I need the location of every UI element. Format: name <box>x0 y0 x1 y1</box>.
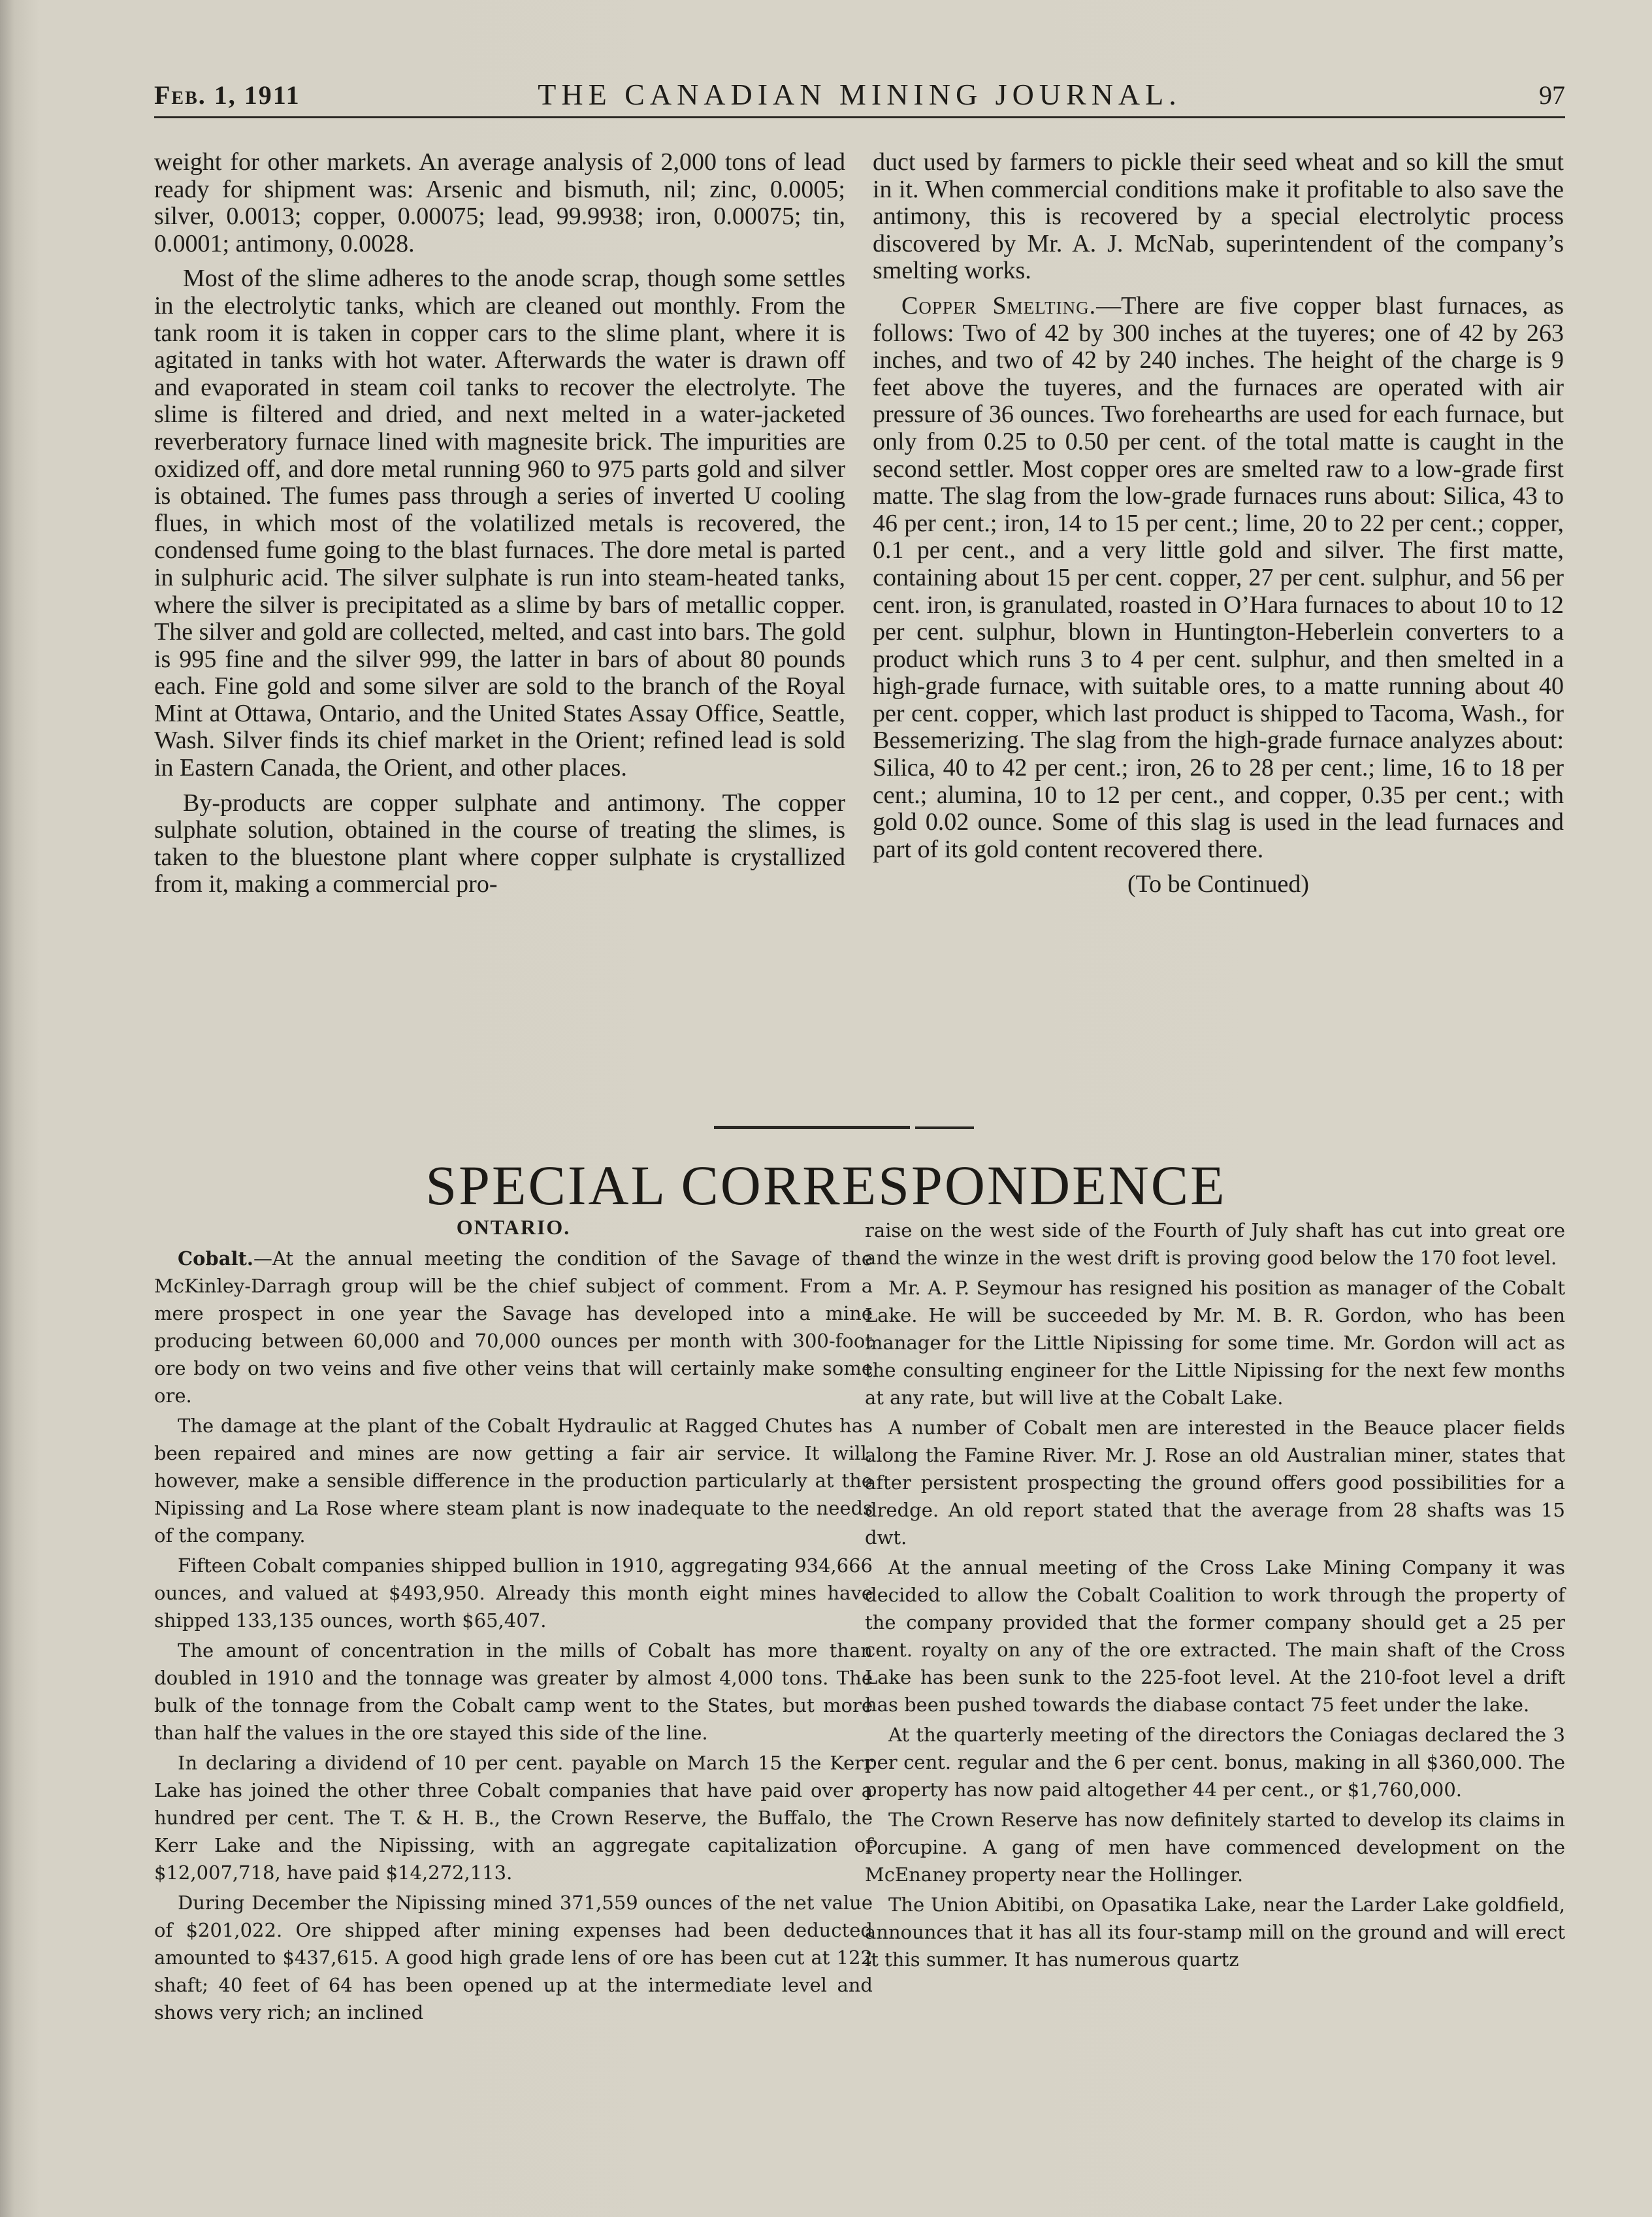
paragraph: The Crown Reserve has now definitely started to develop its claims in Porcupine. A gang of men have commenced development on the McEnaney property near the Hollinger. <box>865 1809 1565 1886</box>
top-right-column <box>873 149 1564 898</box>
paragraph: Mr. A. P. Seymour has resigned his position as manager of the Cobalt Lake. He will be succeeded by Mr. M. B. R. Gordon, who has been manager for the Little Nipissing for some time. Mr. Gordon will act as the consulting engineer for the Little Nipissing for the next few months at any rate, but will live at the Cobalt Lake. <box>865 1277 1565 1409</box>
paragraph <box>873 293 1564 863</box>
bottom-right-column <box>865 1217 1565 1976</box>
paragraph: raise on the west side of the Fourth of July shaft has cut into great ore and the winze in the west drift is proving good below the 170 foot level. <box>865 1219 1565 1269</box>
section-heading: SPECIAL CORRESPONDENCE <box>425 1154 1227 1217</box>
issue-date: Feb. 1, 1911 <box>154 80 300 110</box>
paragraph: The damage at the plant of the Cobalt Hydraulic at Ragged Chutes has been repaired and mines are now getting a fair air service. It will, however, make a sensible difference in the production particularly at the Nipissing and La Rose where steam plant is now inadequate to the needs of the company. <box>154 1415 873 1547</box>
paragraph-body: —At the annual meeting the condition of the Savage of the McKinley-Darragh group will be the chief subject of comment. From a mere prospect in one year the Savage has developed into a mine producing between 60,000 and 70,000 ounces per month with 300-foot ore body on two veins and five other veins that will certainly make some ore. <box>154 1247 873 1407</box>
top-left-column <box>154 149 845 906</box>
paragraph: weight for other markets. An average analysis of 2,000 tons of lead ready for shipment was: Arsenic and bismuth, nil; zinc, 0.0005; silver, 0.0013; copper, 0.00075; lead, 99.9938; iron, 0.00075; tin, 0.0001; antimony, 0.0028. <box>154 148 845 257</box>
paragraph: In declaring a dividend of 10 per cent. payable on March 15 the Kerr Lake has joined the other three Cobalt companies that have paid over a hundred per cent. The T. & H. B., the Crown Reserve, the Buffalo, the Kerr Lake and the Nipissing, with an aggregate capitalization of $12,007,718, have paid $14,272,113. <box>154 1752 873 1884</box>
bottom-left-column <box>154 1245 873 2029</box>
paragraph: During December the Nipissing mined 371,559 ounces of the net value of $201,022. Ore shipped after mining expenses had been deducted amounted to $437,615. A good high grade lens of ore has been cut at 122 shaft; 40 feet of 64 has been opened up at the intermediate level and shows very rich; an inclined <box>154 1892 873 2024</box>
journal-title: THE CANADIAN MINING JOURNAL. <box>538 78 1182 111</box>
section-divider <box>714 1126 910 1129</box>
paragraph: Most of the slime adheres to the anode scrap, though some settles in the electrolytic tanks, which are cleaned out monthly. From the tank room it is taken in copper cars to the slime plant, where it is agitated in tanks with hot water. Afterwards the water is drawn off and evaporated in steam coil tanks to recover the electrolyte. The slime is filtered and dried, and next melted in a water-jacketed reverberatory furnace lined with magnesite brick. The impurities are oxidized off, and dore metal running 960 to 975 parts gold and silver is obtained. The fumes pass through a series of inverted U cooling flues, in which most of the volatilized metals is recovered, the condensed fume going to the blast furnaces. The dore metal is parted in sulphuric acid. The silver sulphate is run into steam-heated tanks, where the silver is precipitated as a slime by bars of metallic copper. The silver and gold are collected, melted, and cast into bars. The gold is 995 fine and the silver 999, the latter in bars of about 80 pounds each. Fine gold and some silver are sold to the branch of the Royal Mint at Ottawa, Ontario, and the United States Assay Office, Seattle, Wash. Silver finds its chief market in the Orient; refined lead is sold in Eastern Canada, the Orient, and other places. <box>154 265 845 782</box>
place-lead: Cobalt. <box>178 1247 253 1270</box>
section-lead: Copper Smelting. <box>901 291 1097 320</box>
continued-note: (To be Continued) <box>1127 870 1310 898</box>
paragraph-body: —There are five copper blast furnaces, as follows: Two of 42 by 300 inches at the tuyeres; one of 42 by 263 inches, and two of 42 by 240 inches. The height of the charge is 9 feet above the tuyeres, and the furnaces are operated with air pressure of 36 ounces. Two forehearths are used for each furnace, but only from 0.25 to 0.50 per cent. of the total matte is caught in the second settler. Most copper ores are smelted raw to a low-grade first matte. The slag from the low-grade furnaces runs about: Silica, 43 to 46 per cent.; iron, 14 to 15 per cent.; lime, 20 to 22 per cent.; copper, 0.1 per cent., and a very little gold and silver. The first matte, containing about 15 per cent. copper, 27 per cent. sulphur, and 56 per cent. iron, is granulated, roasted in O’Hara furnaces to about 10 to 12 per cent. sulphur, blown in Huntington-Heberlein converters to a product which runs 3 to 4 per cent. sulphur, and then smelted in a high-grade furnace, with suitable ores, to a matte running about 40 per cent. copper, which last product is shipped to Tacoma, Wash., for Bessemerizing. The slag from the high-grade furnace analyzes about: Silica, 40 to 42 per cent.; iron, 26 to 28 per cent.; lime, 16 to 18 per cent.; alumina, 10 to 12 per cent., and copper, 0.35 per cent.; with gold 0.02 ounce. Some of this slag is used in the lead furnaces and part of its gold content recovered there. <box>873 291 1564 863</box>
paragraph: At the annual meeting of the Cross Lake Mining Company it was decided to allow the Cobalt Coalition to work through the property of the company provided that the former company should get a 25 per cent. royalty on any of the ore extracted. The main shaft of the Cross Lake has been sunk to the 225-foot level. At the 210-foot level a drift has been pushed towards the diabase contact 75 feet under the lake. <box>865 1556 1565 1716</box>
section-divider-end <box>915 1126 974 1129</box>
paragraph: The amount of concentration in the mills of Cobalt has more than doubled in 1910 and the tonnage was greater by almost 4,000 tons. The bulk of the tonnage from the Cobalt camp went to the States, but more than half the values in the ore stayed this side of the line. <box>154 1639 873 1744</box>
paragraph: At the quarterly meeting of the directors the Coniagas declared the 3 per cent. regular and the 6 per cent. bonus, making in all $360,000. The property has now paid altogether 44 per cent., or $1,760,000. <box>865 1724 1565 1801</box>
paragraph: The Union Abitibi, on Opasatika Lake, near the Larder Lake goldfield, announces that it has all its four-stamp mill on the ground and will erect it this summer. It has numerous quartz <box>865 1894 1565 1971</box>
region-subheading: ONTARIO. <box>456 1215 571 1239</box>
paragraph: Fifteen Cobalt companies shipped bullion in 1910, aggregating 934,666 ounces, and valued at $493,950. Already this month eight mines have shipped 133,135 ounces, worth $65,407. <box>154 1554 873 1632</box>
paragraph <box>154 1245 873 1409</box>
paragraph: By-products are copper sulphate and antimony. The copper sulphate solution, obtained in the course of treating the slimes, is taken to the bluestone plant where copper sulphate is crystallized from it, making a commercial pro- <box>154 789 845 898</box>
paragraph: duct used by farmers to pickle their seed wheat and so kill the smut in it. When commercial conditions make it profitable to also save the antimony, this is recovered by a special electrolytic process discovered by Mr. A. J. McNab, superintendent of the company’s smelting works. <box>873 148 1564 285</box>
running-header <box>154 77 1565 118</box>
paragraph: A number of Cobalt men are interested in the Beauce placer fields along the Famine River. Mr. J. Rose an old Australian miner, states that after persistent prospecting the ground offers good possibilities for a dredge. An old report stated that the average from 28 shafts was 15 dwt. <box>865 1417 1565 1549</box>
page-number: 97 <box>1539 80 1565 110</box>
